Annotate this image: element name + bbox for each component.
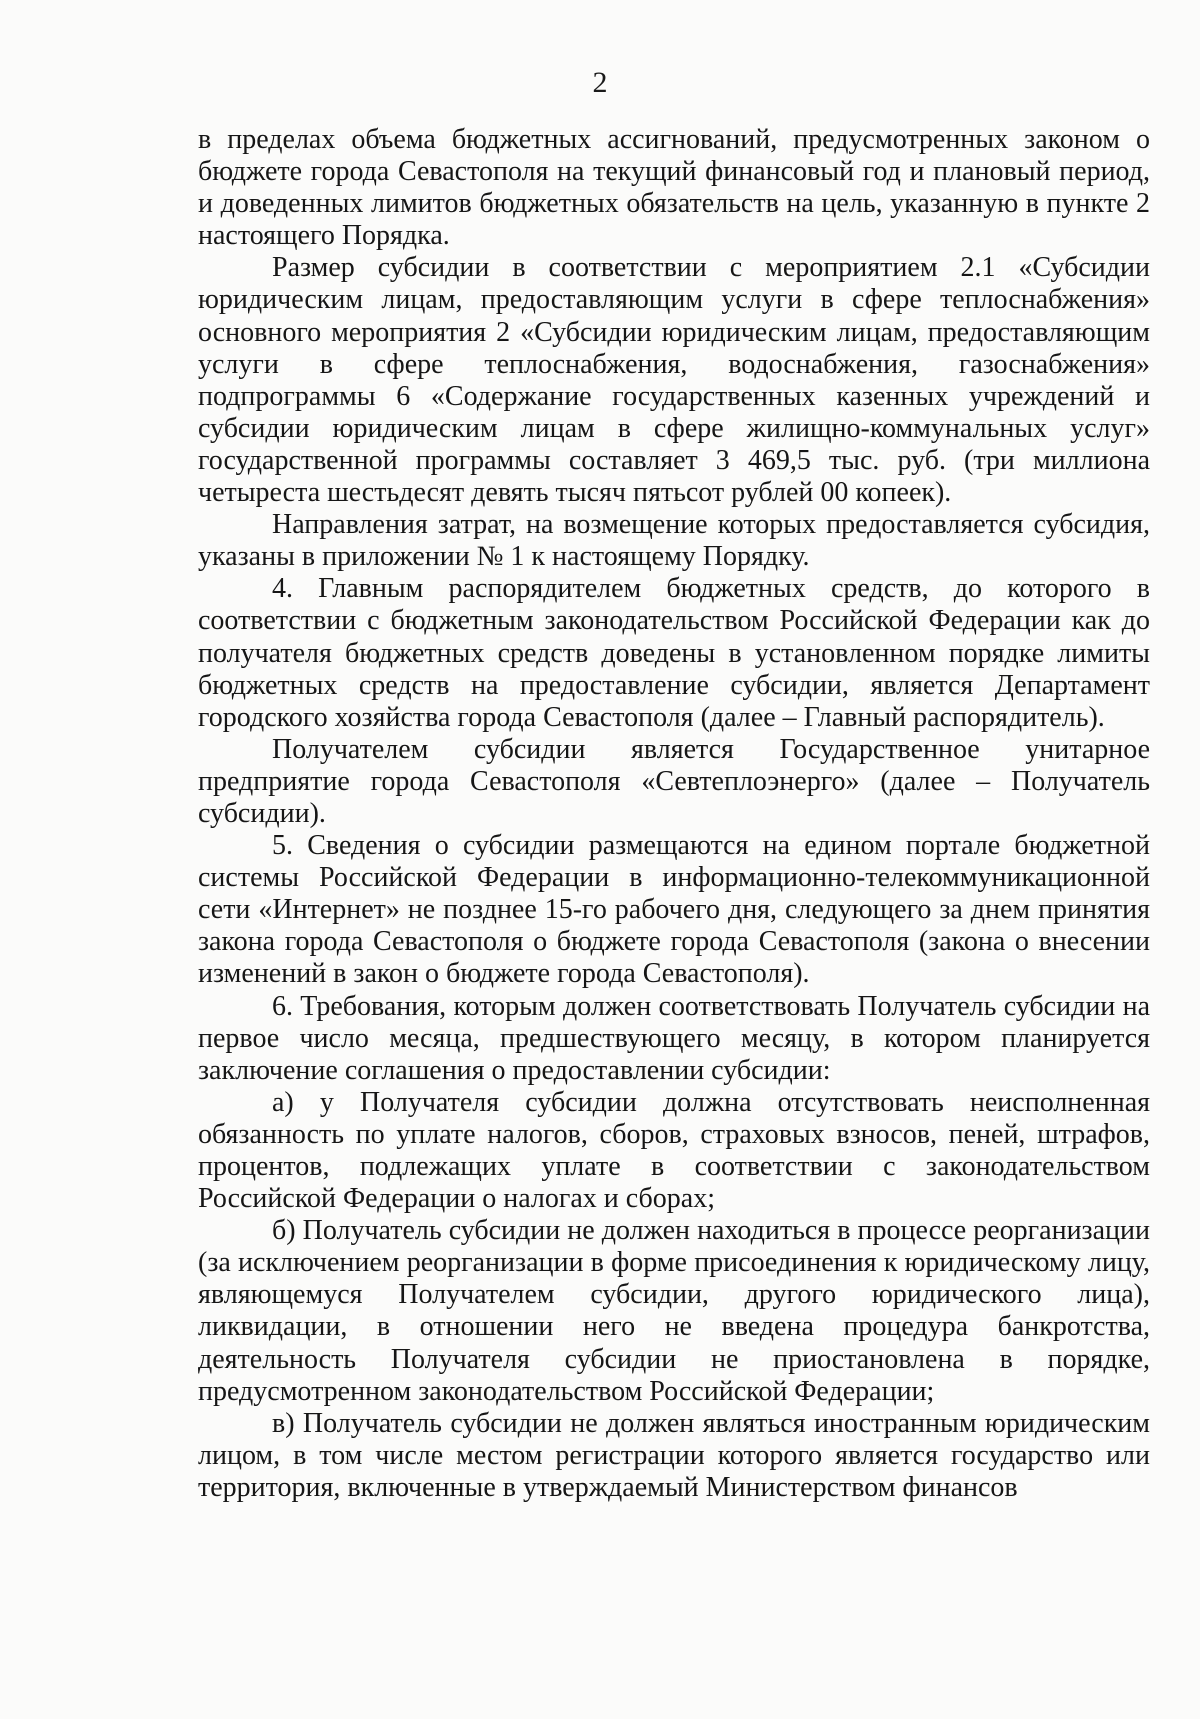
paragraph-item-5-publication: 5. Сведения о субсидии размещаются на едином портале бюджетной системы Российской Федерации в информационно-телекоммуникационной сети «Интернет» не позднее 15-го рабочего дня, следующего за днем принятия закона города Севастополя о бюджете города Севастополя (закона о внесении изменений в закон о бюджете города Севастополя). bbox=[198, 830, 1150, 990]
paragraph-item-6-requirements: 6. Требования, которым должен соответствовать Получатель субсидии на первое число месяца, предшествующего месяцу, в котором планируется заключение соглашения о предоставлении субсидии: bbox=[198, 990, 1150, 1086]
document-body bbox=[198, 124, 1150, 1504]
paragraph-budget-limits: в пределах объема бюджетных ассигнований, предусмотренных законом о бюджете города Севастополя на текущий финансовый год и плановый период, и доведенных лимитов бюджетных обязательств на цель, указанную в пункте 2 настоящего Порядка. bbox=[198, 124, 1150, 252]
page-number: 2 bbox=[592, 66, 608, 99]
paragraph-item-4-main-administrator: 4. Главным распорядителем бюджетных средств, до которого в соответствии с бюджетным законодательством Российской Федерации как до получателя бюджетных средств доведены в установленном порядке лимиты бюджетных средств на предоставление субсидии, является Департамент городского хозяйства города Севастополя (далее – Главный распорядитель). bbox=[198, 573, 1150, 733]
paragraph-subsidy-recipient: Получателем субсидии является Государственное унитарное предприятие города Севастополя «Севтеплоэнерго» (далее – Получатель субсидии). bbox=[198, 733, 1150, 829]
paragraph-requirement-v: в) Получатель субсидии не должен являться иностранным юридическим лицом, в том числе местом регистрации которого является государство или территория, включенные в утверждаемый Министерством финансов bbox=[198, 1407, 1150, 1503]
paragraph-requirement-b: б) Получатель субсидии не должен находиться в процессе реорганизации (за исключением реорганизации в форме присоединения к юридическому лицу, являющемуся Получателем субсидии, другого юридического лица), ликвидации, в отношении него не введена процедура банкротства, деятельность Получателя субсидии не приостановлена в порядке, предусмотренном законодательством Российской Федерации; bbox=[198, 1215, 1150, 1407]
paragraph-cost-directions: Направления затрат, на возмещение которых предоставляется субсидия, указаны в приложении № 1 к настоящему Порядку. bbox=[198, 509, 1150, 573]
paragraph-requirement-a: а) у Получателя субсидии должна отсутствовать неисполненная обязанность по уплате налогов, сборов, страховых взносов, пеней, штрафов, процентов, подлежащих уплате в соответствии с законодательством Российской Федерации о налогах и сборах; bbox=[198, 1086, 1150, 1215]
paragraph-subsidy-amount: Размер субсидии в соответствии с мероприятием 2.1 «Субсидии юридическим лицам, предоставляющим услуги в сфере теплоснабжения» основного мероприятия 2 «Субсидии юридическим лицам, предоставляющим услуги в сфере теплоснабжения, водоснабжения, газоснабжения» подпрограммы 6 «Содержание государственных казенных учреждений и субсидии юридическим лицам в сфере жилищно-коммунальных услуг» государственной программы составляет 3 469,5 тыс. руб. (три миллиона четыреста шестьдесят девять тысяч пятьсот рублей 00 копеек). bbox=[198, 252, 1150, 509]
